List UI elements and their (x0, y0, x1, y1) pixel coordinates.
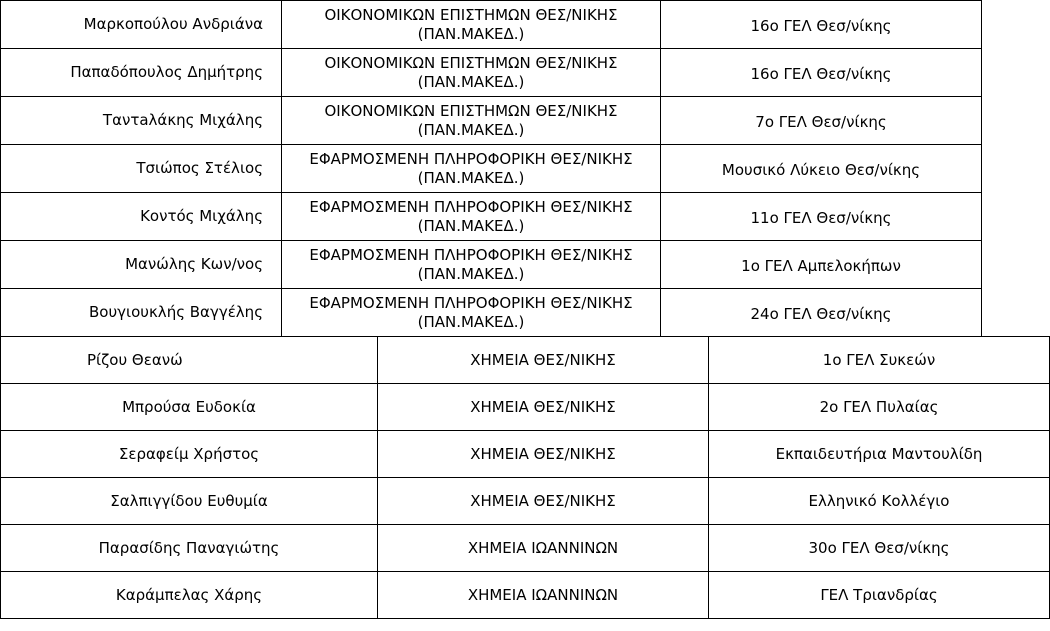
university-line: (ΠΑΝ.ΜΑΚΕΔ.) (417, 72, 525, 91)
table-row (1, 1, 982, 49)
university-department (282, 97, 661, 145)
student-name: Παπαδόπουλος Δημήτρης (1, 49, 282, 97)
table-row (1, 289, 982, 337)
university-line: (ΠΑΝ.ΜΑΚΕΔ.) (417, 216, 525, 235)
university-department (282, 193, 661, 241)
student-name: Τσιώπος Στέλιος (1, 145, 282, 193)
university-line: (ΠΑΝ.ΜΑΚΕΔ.) (417, 168, 525, 187)
university-department (282, 241, 661, 289)
student-name: Μαρκοπούλου Ανδριάνα (1, 1, 282, 49)
department-line: ΟΙΚΟΝΟΜΙΚΩΝ ΕΠΙΣΤΗΜΩΝ ΘΕΣ/ΝΙΚΗΣ (324, 101, 618, 120)
university-department: ΧΗΜΕΙΑ ΘΕΣ/ΝΙΚΗΣ (378, 478, 709, 525)
department-line: ΕΦΑΡΜΟΣΜΕΝΗ ΠΛΗΡΟΦΟΡΙΚΗ ΘΕΣ/ΝΙΚΗΣ (309, 293, 633, 312)
student-name: Ρίζου Θεανώ (1, 337, 378, 384)
school-name: Μουσικό Λύκειο Θεσ/νίκης (661, 145, 982, 193)
department-line: ΕΦΑΡΜΟΣΜΕΝΗ ΠΛΗΡΟΦΟΡΙΚΗ ΘΕΣ/ΝΙΚΗΣ (309, 149, 633, 168)
student-name: Μανώλης Κων/νος (1, 241, 282, 289)
department-line: ΕΦΑΡΜΟΣΜΕΝΗ ΠΛΗΡΟΦΟΡΙΚΗ ΘΕΣ/ΝΙΚΗΣ (309, 245, 633, 264)
school-name: 16ο ΓΕΛ Θεσ/νίκης (661, 1, 982, 49)
table-row (1, 145, 982, 193)
school-name: 1ο ΓΕΛ Συκεών (709, 337, 1050, 384)
table-row (1, 337, 1050, 384)
student-name: Σεραφείμ Χρήστος (1, 431, 378, 478)
student-name: Βουγιουκλής Βαγγέλης (1, 289, 282, 337)
table-row (1, 49, 982, 97)
student-name: Σαλπιγγίδου Ευθυμία (1, 478, 378, 525)
school-name: 1ο ΓΕΛ Αμπελοκήπων (661, 241, 982, 289)
student-name: Μπρούσα Ευδοκία (1, 384, 378, 431)
university-department: ΧΗΜΕΙΑ ΘΕΣ/ΝΙΚΗΣ (378, 384, 709, 431)
department-line: ΟΙΚΟΝΟΜΙΚΩΝ ΕΠΙΣΤΗΜΩΝ ΘΕΣ/ΝΙΚΗΣ (324, 53, 618, 72)
university-department (282, 289, 661, 337)
table-row (1, 97, 982, 145)
department-line: ΟΙΚΟΝΟΜΙΚΩΝ ΕΠΙΣΤΗΜΩΝ ΘΕΣ/ΝΙΚΗΣ (324, 5, 618, 24)
university-department: ΧΗΜΕΙΑ ΙΩΑΝΝΙΝΩΝ (378, 572, 709, 619)
school-name: Ελληνικό Κολλέγιο (709, 478, 1050, 525)
table-row (1, 193, 982, 241)
student-name: Παρασίδης Παναγιώτης (1, 525, 378, 572)
table-row (1, 572, 1050, 619)
university-admissions-table-bottom (0, 336, 1050, 619)
school-name: Εκπαιδευτήρια Μαντουλίδη (709, 431, 1050, 478)
school-name: 2ο ΓΕΛ Πυλαίας (709, 384, 1050, 431)
university-line: (ΠΑΝ.ΜΑΚΕΔ.) (417, 120, 525, 139)
school-name: 24ο ΓΕΛ Θεσ/νίκης (661, 289, 982, 337)
university-admissions-table-top (0, 0, 982, 337)
school-name: 11ο ΓΕΛ Θεσ/νίκης (661, 193, 982, 241)
student-name: Κοντός Μιχάλης (1, 193, 282, 241)
department-line: ΕΦΑΡΜΟΣΜΕΝΗ ΠΛΗΡΟΦΟΡΙΚΗ ΘΕΣ/ΝΙΚΗΣ (309, 197, 633, 216)
table-row (1, 525, 1050, 572)
university-department (282, 49, 661, 97)
table-row (1, 384, 1050, 431)
university-department (282, 1, 661, 49)
university-line: (ΠΑΝ.ΜΑΚΕΔ.) (417, 24, 525, 43)
university-department: ΧΗΜΕΙΑ ΘΕΣ/ΝΙΚΗΣ (378, 337, 709, 384)
table-row (1, 241, 982, 289)
student-name: Καράμπελας Χάρης (1, 572, 378, 619)
school-name: 30ο ΓΕΛ Θεσ/νίκης (709, 525, 1050, 572)
table-row (1, 478, 1050, 525)
student-name: Ταντaλάκης Μιχάλης (1, 97, 282, 145)
university-department (282, 145, 661, 193)
university-department: ΧΗΜΕΙΑ ΙΩΑΝΝΙΝΩΝ (378, 525, 709, 572)
school-name: 16ο ΓΕΛ Θεσ/νίκης (661, 49, 982, 97)
school-name: 7ο ΓΕΛ Θεσ/νίκης (661, 97, 982, 145)
university-line: (ΠΑΝ.ΜΑΚΕΔ.) (417, 264, 525, 283)
table-row (1, 431, 1050, 478)
university-department: ΧΗΜΕΙΑ ΘΕΣ/ΝΙΚΗΣ (378, 431, 709, 478)
university-line: (ΠΑΝ.ΜΑΚΕΔ.) (417, 312, 525, 331)
school-name: ΓΕΛ Τριανδρίας (709, 572, 1050, 619)
